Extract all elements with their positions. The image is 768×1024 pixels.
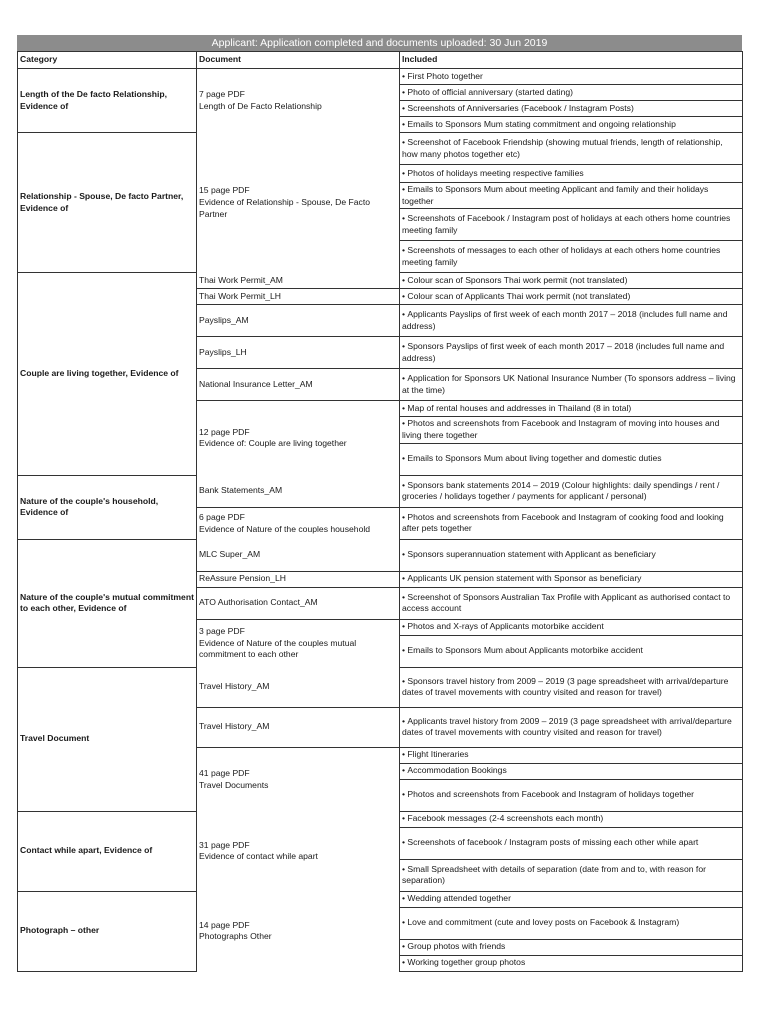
document-line: Payslips_AM (199, 315, 249, 326)
document-line: Evidence of contact while apart (199, 851, 318, 862)
category-cell: Nature of the couple's mutual commitment to each other, Evidence of (18, 539, 197, 667)
included-item: • Photos and X-rays of Applicants motorbike accident (400, 619, 743, 635)
document-line: Photographs Other (199, 931, 272, 942)
included-item: • Screenshots of facebook / Instagram posts of missing each other while apart (400, 827, 743, 859)
included-item: • Photos and screenshots from Facebook and Instagram of moving into houses and living there together (400, 417, 743, 443)
table-row (18, 811, 743, 827)
document-cell (197, 289, 400, 305)
document-cell (197, 133, 400, 273)
included-item: • Sponsors superannuation statement with Applicant as beneficiary (400, 539, 743, 571)
table-row (18, 475, 743, 507)
included-item: • Wedding attended together (400, 891, 743, 907)
included-item: • Photos and screenshots from Facebook and Instagram of cooking food and looking after pets together (400, 507, 743, 539)
document-line: 14 page PDF (199, 919, 250, 930)
document-line: Evidence of: Couple are living together (199, 438, 347, 449)
included-item: • Photos of holidays meeting respective families (400, 165, 743, 183)
included-item: • Emails to Sponsors Mum about Applicants motorbike accident (400, 635, 743, 667)
status-banner: Applicant: Application completed and documents uploaded: 30 Jun 2019 (17, 35, 742, 51)
document-line: MLC Super_AM (199, 549, 261, 560)
document-cell (197, 69, 400, 133)
included-item: • Photo of official anniversary (started dating) (400, 85, 743, 101)
included-item: • Emails to Sponsors Mum stating commitment and ongoing relationship (400, 117, 743, 133)
evidence-table (17, 51, 743, 972)
included-item: • Accommodation Bookings (400, 763, 743, 779)
document-line: 3 page PDF (199, 625, 245, 636)
document-line: Thai Work Permit_AM (199, 274, 283, 285)
included-item: • First Photo together (400, 69, 743, 85)
document-line: Evidence of Relationship - Spouse, De Facto Partner (199, 196, 371, 219)
document-line: 6 page PDF (199, 511, 245, 522)
document-cell (197, 891, 400, 971)
included-item: • Photos and screenshots from Facebook and Instagram of holidays together (400, 779, 743, 811)
document-cell (197, 273, 400, 289)
included-item: • Small Spreadsheet with details of separation (date from and to, with reason for separation) (400, 859, 743, 891)
document-cell (197, 571, 400, 587)
document-cell (197, 811, 400, 891)
category-cell: Length of the De facto Relationship, Evidence of (18, 69, 197, 133)
included-item: • Working together group photos (400, 955, 743, 971)
included-item: • Facebook messages (2-4 screenshots each month) (400, 811, 743, 827)
header-category: Category (18, 52, 197, 69)
document-line: 15 page PDF (199, 185, 250, 196)
document-cell (197, 707, 400, 747)
document-cell (197, 667, 400, 707)
table-row (18, 539, 743, 571)
included-item: • Screenshot of Sponsors Australian Tax Profile with Applicant as authorised contact to access account (400, 587, 743, 619)
document-cell (197, 507, 400, 539)
document-line: Travel History_AM (199, 721, 270, 732)
included-item: • Screenshot of Facebook Friendship (showing mutual friends, length of relationship, how many photos together etc) (400, 133, 743, 165)
category-cell: Travel Document (18, 667, 197, 811)
document-line: Thai Work Permit_LH (199, 291, 281, 302)
document-line: Payslips_LH (199, 347, 247, 358)
category-cell: Relationship - Spouse, De facto Partner, Evidence of (18, 133, 197, 273)
document-line: Travel History_AM (199, 681, 270, 692)
document-line: Length of De Facto Relationship (199, 100, 322, 111)
table-row (18, 891, 743, 907)
document-cell (197, 587, 400, 619)
document-line: 31 page PDF (199, 839, 250, 850)
document-line: ReAssure Pension_LH (199, 573, 286, 584)
table-row (18, 133, 743, 165)
included-item: • Screenshots of Facebook / Instagram post of holidays at each others home countries meeting family (400, 209, 743, 241)
document-line: Evidence of Nature of the couples mutual commitment to each other (199, 637, 357, 660)
included-item: • Application for Sponsors UK National Insurance Number (To sponsors address – living at the time) (400, 369, 743, 401)
included-item: • Colour scan of Applicants Thai work permit (not translated) (400, 289, 743, 305)
header-included: Included (400, 52, 743, 69)
included-item: • Colour scan of Sponsors Thai work permit (not translated) (400, 273, 743, 289)
document-cell (197, 747, 400, 811)
included-item: • Group photos with friends (400, 939, 743, 955)
document-line: 7 page PDF (199, 89, 245, 100)
document-line: Evidence of Nature of the couples household (199, 523, 371, 534)
included-item: • Sponsors Payslips of first week of each month 2017 – 2018 (includes full name and address) (400, 337, 743, 369)
document-cell (197, 337, 400, 369)
document-line: 41 page PDF (199, 767, 250, 778)
category-cell: Couple are living together, Evidence of (18, 273, 197, 475)
included-item: • Love and commitment (cute and lovey posts on Facebook & Instagram) (400, 907, 743, 939)
document-cell (197, 401, 400, 475)
header-row (18, 52, 743, 69)
document-page (17, 35, 742, 972)
included-item: • Emails to Sponsors Mum about meeting Applicant and family and their holidays together (400, 183, 743, 209)
document-line: National Insurance Letter_AM (199, 379, 313, 390)
document-cell (197, 539, 400, 571)
document-cell (197, 369, 400, 401)
included-item: • Sponsors travel history from 2009 – 2019 (3 page spreadsheet with arrival/departure dates of travel movements with country visited and reason for travel) (400, 667, 743, 707)
included-item: • Screenshots of messages to each other of holidays at each others home countries meeting family (400, 241, 743, 273)
document-line: Bank Statements_AM (199, 485, 283, 496)
document-cell (197, 475, 400, 507)
included-item: • Applicants UK pension statement with Sponsor as beneficiary (400, 571, 743, 587)
included-item: • Flight Itineraries (400, 747, 743, 763)
category-cell: Photograph – other (18, 891, 197, 971)
category-cell: Contact while apart, Evidence of (18, 811, 197, 891)
header-document: Document (197, 52, 400, 69)
category-cell: Nature of the couple's household, Evidence of (18, 475, 197, 539)
document-line: ATO Authorisation Contact_AM (199, 597, 318, 608)
included-item: • Map of rental houses and addresses in Thailand (8 in total) (400, 401, 743, 417)
document-line: 12 page PDF (199, 426, 250, 437)
table-row (18, 273, 743, 289)
included-item: • Screenshots of Anniversaries (Facebook / Instagram Posts) (400, 101, 743, 117)
included-item: • Applicants Payslips of first week of each month 2017 – 2018 (includes full name and address) (400, 305, 743, 337)
table-row (18, 69, 743, 85)
document-line: Travel Documents (199, 779, 269, 790)
table-body (18, 69, 743, 972)
document-cell (197, 619, 400, 667)
included-item: • Sponsors bank statements 2014 – 2019 (Colour highlights: daily spendings / rent / groceries / holidays together / payments for applicant / personal) (400, 475, 743, 507)
included-item: • Applicants travel history from 2009 – 2019 (3 page spreadsheet with arrival/departure dates of travel movements with country visited and reason for travel) (400, 707, 743, 747)
document-cell (197, 305, 400, 337)
table-row (18, 667, 743, 707)
included-item: • Emails to Sponsors Mum about living together and domestic duties (400, 443, 743, 475)
